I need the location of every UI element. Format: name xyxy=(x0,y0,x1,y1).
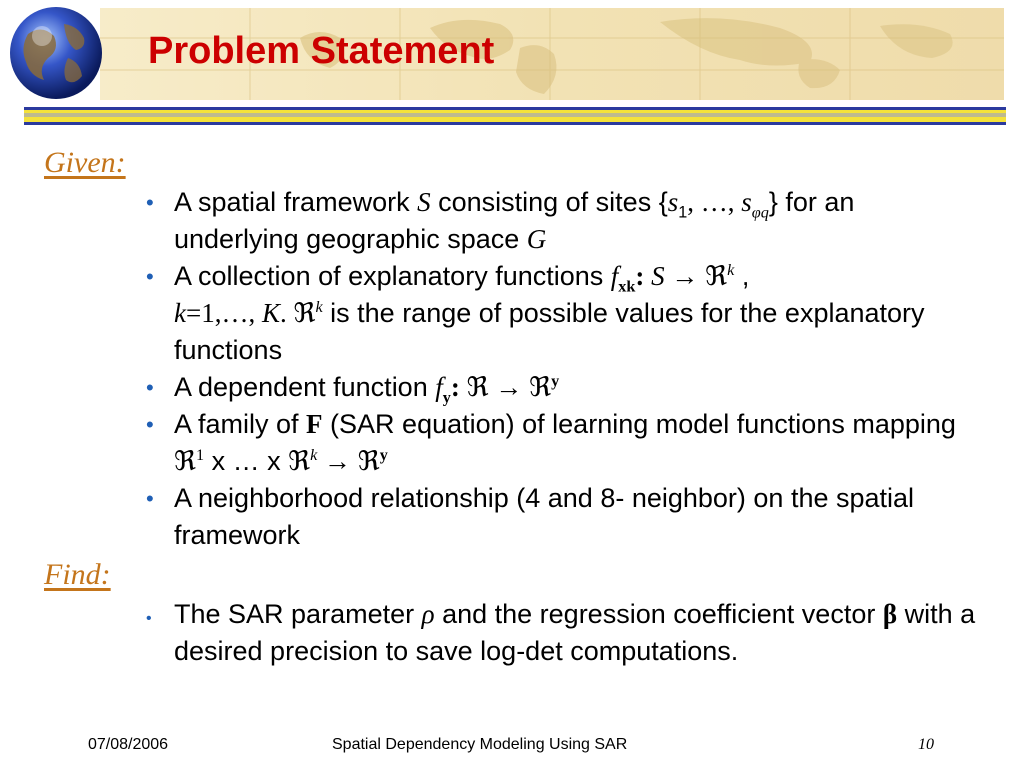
footer-title: Spatial Dependency Modeling Using SAR xyxy=(332,736,628,753)
footer-date: 07/08/2006 xyxy=(88,736,169,753)
bullet-icon: • xyxy=(146,264,154,289)
list-item: • A family of F (SAR equation) of learning model functions mapping ℜ$^1$ x … x ℜ$^k$ → ℜ$^y$ xyxy=(140,406,980,480)
list-item: • A dependent function $f_y$: ℜ → ℜ$^y$ xyxy=(140,369,980,406)
bullet-icon: • xyxy=(146,610,152,627)
header-rule xyxy=(24,107,1006,125)
list-item: • A spatial framework S consisting of sites {$s_1$, …, $s_{\varphi q}$} for an underlying geographic space G xyxy=(140,184,980,258)
slide-title: Problem Statement xyxy=(148,30,495,72)
globe-icon xyxy=(6,4,106,102)
bullet-icon: • xyxy=(146,412,154,437)
list-item: • A collection of explanatory functions $f_{xk}$: S → ℜ$^k$ , k=1,…, K. ℜ$^k$ is the range of possible values for the explanatory functions xyxy=(140,258,980,369)
given-heading: Given: xyxy=(44,146,126,179)
bullet-icon: • xyxy=(146,375,154,400)
bullet-icon: • xyxy=(146,486,154,511)
find-heading: Find: xyxy=(44,558,111,591)
given-list xyxy=(140,184,980,554)
find-list xyxy=(140,596,980,670)
list-item: • A neighborhood relationship (4 and 8- neighbor) on the spatial framework xyxy=(140,480,980,554)
page-number: 10 xyxy=(918,736,934,753)
list-item: • The SAR parameter ρ and the regression coefficient vector β with a desired precision to save log-det computations. xyxy=(146,599,976,666)
bullet-icon: • xyxy=(146,190,154,215)
